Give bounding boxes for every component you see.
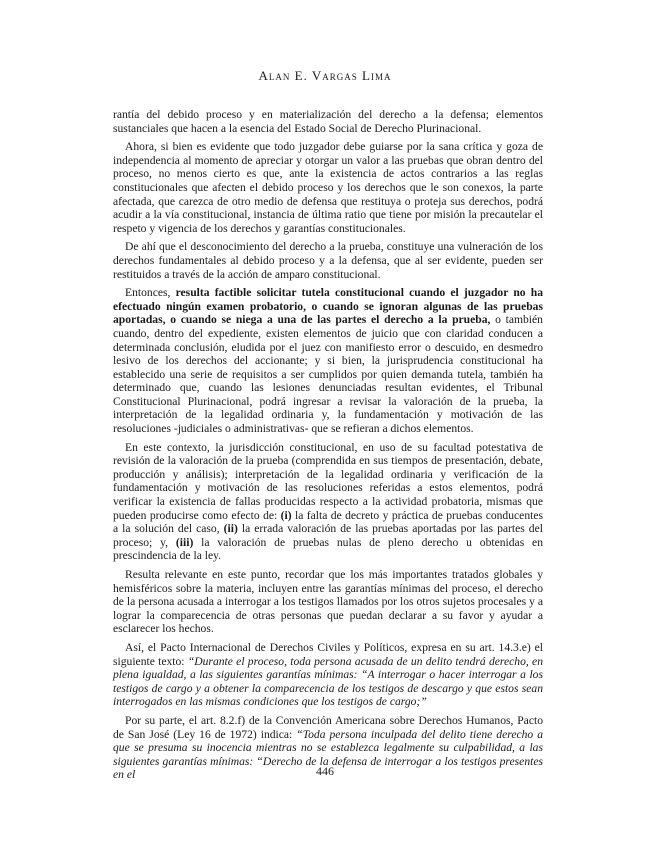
paragraph xyxy=(113,441,543,563)
paragraph: Ahora, si bien es evidente que todo juzgador debe guiarse por la sana crítica y goza de independencia al momento de apreciar y otorgar un valor a las pruebas que obran dentro del proceso, no menos cierto es que, ante la existencia de actos contrarios a las reglas constitucionales que afecten el debido proceso y los derechos que le son conexos, la parte afectada, que carezca de otro medio de defensa que restituya o proteja sus derechos, podrá acudir a la vía constitucional, instancia de última ratio que tiene por misión la precautelar el respeto y vigencia de los derechos y garantías constitucionales. xyxy=(113,140,543,235)
paragraph xyxy=(113,641,543,709)
text-run: En este contexto, la jurisdicción constitucional, en uso de su facultad potestativa de revisión de la valoración de la prueba (comprendida en sus tiempos de presentación, debate, producción y análisis); interpretación de la legalidad ordinaria y verificación de la fundamentación y motivación de las resoluciones referidas a estos elementos, podrá verificar la existencia de fallas producidas respecto a la actividad probatoria, mismas que pueden producirse como efecto de: xyxy=(113,440,543,522)
text-run: la falta de decreto y práctica de pruebas conducentes a la solución del caso, xyxy=(113,508,543,536)
paragraph xyxy=(113,286,543,436)
text-run: la errada valoración de las pruebas aportadas por las partes del proceso; y, xyxy=(113,522,543,549)
paragraph: rantía del debido proceso y en materialización del derecho a la defensa; elementos sustanciales que hacen a la esencia del Estado Social de Derecho Plurinacional. xyxy=(113,108,543,135)
quoted-text: “Durante el proceso, toda persona acusada de un delito tendrá derecho, en plena igualdad, a las siguientes garantías mínimas: “A interrogar o hacer interrogar a los testigos de cargo y a obtener la comparecencia de los testigos de descargo y que estos sean interrogados en las mismas condiciones que los testigos de cargo;” xyxy=(113,654,543,709)
text-run: Por su parte, el art. 8.2.f) de la Convención Americana sobre Derechos Humanos, Pacto de San José (Ley 16 de 1972) indica: xyxy=(113,713,543,741)
paragraph: Resulta relevante en este punto, recordar que los más importantes tratados globales y hemisféricos sobre la materia, incluyen entre las garantías mínimas del proceso, el derecho de la persona acusada a interrogar a los testigos llamados por los otros sujetos procesales y a lograr la comparecencia de otras personas que puedan declarar a su favor y ayudar a esclarecer los hechos. xyxy=(113,568,543,636)
text-run: la valoración de pruebas nulas de pleno derecho u obtenidas en prescindencia de la ley. xyxy=(113,535,543,563)
bold-text: (ii) xyxy=(223,522,238,536)
text-run: Entonces, xyxy=(125,286,176,300)
text-run: Así, el Pacto Internacional de Derechos Civiles y Políticos, expresa en su art. 14.3.e) el siguiente texto: xyxy=(113,640,543,668)
page-body xyxy=(113,108,543,787)
paragraph: De ahí que el desconocimiento del derecho a la prueba, constituye una vulneración de los derechos fundamentales al debido proceso y a la defensa, que al ser evidente, pueden ser restituidos a través de la acción de amparo constitucional. xyxy=(113,240,543,281)
quoted-text: “Toda persona inculpada del delito tiene derecho a que se presuma su inocencia mientras no se establezca legalmente su culpabilidad, a las siguientes garantías mínimas: “Derecho de la defensa de interrogar a los testigos presentes en el xyxy=(113,727,543,782)
bold-text: resulta factible solicitar tutela constitucional cuando el juzgador no ha efectuado ningún examen probatorio, o cuando se ignoran algunas de las pruebas aportadas, o cuando se niega a una de las partes el derecho a la prueba, xyxy=(113,286,543,327)
page-number: 446 xyxy=(316,764,334,778)
bold-text: (i) xyxy=(280,508,292,522)
text-run: o también cuando, dentro del expediente, existen elementos de juicio que con claridad conducen a determinada conclusión, eludida por el juez con manifiesto error o descuido, en desmedro lesivo de los derechos del accionante; y si bien, la jurisprudencia constitucional ha establecido una serie de requisitos a ser cumplidos por quien demanda tutela, también ha determinado que, cuando las lesiones denunciadas resultan evidentes, el Tribunal Constitucional Plurinacional, podrá ingresar a revisar la valoración de la prueba, la interpretación de la legalidad ordinaria y, la fundamentación y motivación de las resoluciones -judiciales o administrativas- que se refieran a dichos elementos. xyxy=(113,313,543,436)
bold-text: (iii) xyxy=(175,535,194,549)
running-header: Alan E. Vargas Lima xyxy=(258,68,392,83)
